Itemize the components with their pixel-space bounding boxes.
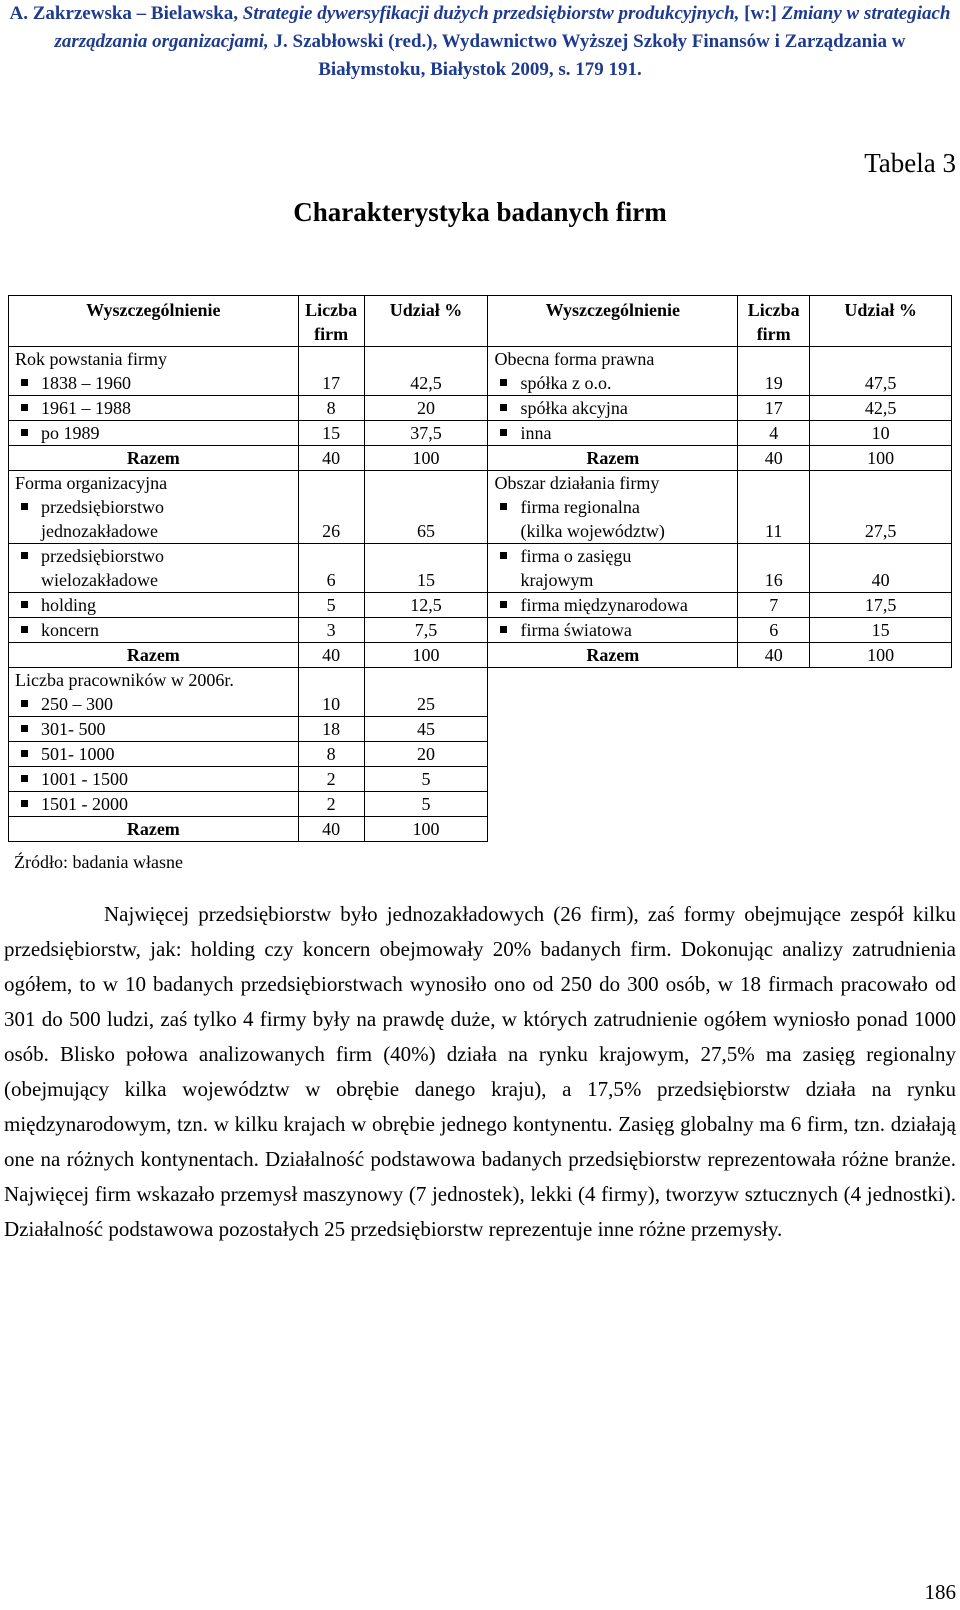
table-total-row — [9, 643, 952, 668]
citation-book-title: Zmiany w strategiach zarządzania organizacjami, — [54, 3, 951, 52]
table-row — [9, 618, 952, 643]
page-number: 186 — [924, 1580, 956, 1604]
list-item: koncern — [15, 618, 292, 642]
count-cell: 40 — [298, 643, 364, 668]
list-item: inna — [494, 421, 731, 445]
table-row — [9, 396, 952, 421]
group-cell — [9, 668, 299, 717]
table-number: Tabela 3 — [864, 148, 956, 178]
label-cell — [9, 396, 299, 421]
table-row — [9, 792, 952, 817]
list-item: spółka z o.o. — [494, 371, 731, 395]
list-item: 301- 500 — [15, 717, 292, 741]
label-cell — [9, 618, 299, 643]
group-heading: Liczba pracowników w 2006r. — [15, 670, 234, 690]
empty-cell — [488, 767, 952, 792]
total-label: Razem — [9, 446, 299, 471]
count-cell: 3 — [298, 618, 364, 643]
list-item: holding — [15, 593, 292, 617]
group-cell — [9, 471, 299, 544]
header-cell: Liczba firm — [298, 296, 364, 347]
label-cell — [488, 593, 738, 618]
share-cell: 42,5 — [364, 347, 488, 396]
table-row — [9, 593, 952, 618]
share-cell: 100 — [810, 446, 952, 471]
list-item-line: wielozakładowe — [41, 570, 158, 590]
list-item: 501- 1000 — [15, 742, 292, 766]
header-cell: Wyszczególnienie — [488, 296, 738, 347]
table-row — [9, 471, 952, 544]
group-heading: Obecna forma prawna — [494, 349, 655, 369]
share-cell: 47,5 — [810, 347, 952, 396]
group-heading: Rok powstania firmy — [15, 349, 167, 369]
list-item-line: jednozakładowe — [41, 521, 158, 541]
table-row — [9, 421, 952, 446]
count-cell: 40 — [298, 446, 364, 471]
list-item-line: krajowym — [520, 570, 594, 590]
label-cell — [488, 618, 738, 643]
table-row — [9, 767, 952, 792]
count-cell: 40 — [738, 643, 810, 668]
table-total-row — [9, 817, 952, 842]
list-item: firma międzynarodowa — [494, 593, 731, 617]
list-item: 250 – 300 — [15, 692, 292, 716]
count-cell: 19 — [738, 347, 810, 396]
label-cell — [488, 421, 738, 446]
share-cell: 20 — [364, 396, 488, 421]
share-cell: 100 — [364, 817, 488, 842]
table-title: Charakterystyka badanych firm — [293, 197, 667, 227]
empty-cell — [488, 742, 952, 767]
count-cell: 2 — [298, 792, 364, 817]
list-item: firma światowa — [494, 618, 731, 642]
list-item-line: (kilka województw) — [520, 521, 665, 541]
list-item — [15, 544, 292, 592]
list-item — [494, 544, 731, 592]
share-cell: 15 — [364, 544, 488, 593]
share-cell: 17,5 — [810, 593, 952, 618]
source-note: Źródło: badania własne — [14, 852, 183, 872]
list-item: po 1989 — [15, 421, 292, 445]
label-cell — [488, 396, 738, 421]
citation-publisher: J. Szabłowski (red.), Wydawnictwo Wyższej Szkoły Finansów i Zarządzania w Białymstoku, Białystok 2009, s. 179 191. — [268, 31, 906, 80]
list-item — [15, 495, 292, 543]
citation-authors: A. Zakrzewska – Bielawska, — [9, 3, 243, 24]
count-cell: 17 — [738, 396, 810, 421]
share-cell: 45 — [364, 717, 488, 742]
count-cell: 2 — [298, 767, 364, 792]
count-cell: 4 — [738, 421, 810, 446]
count-cell: 18 — [298, 717, 364, 742]
table-row — [9, 347, 952, 396]
share-cell: 100 — [810, 643, 952, 668]
list-item-line: firma regionalna — [520, 497, 640, 517]
table-header-row — [9, 296, 952, 347]
list-item-line: przedsiębiorstwo — [41, 546, 164, 566]
share-cell: 100 — [364, 643, 488, 668]
citation-title: Strategie dywersyfikacji dużych przedsiębiorstw produkcyjnych, — [242, 3, 740, 24]
count-cell: 17 — [298, 347, 364, 396]
share-cell: 15 — [810, 618, 952, 643]
total-label: Razem — [488, 446, 738, 471]
label-cell — [9, 421, 299, 446]
count-cell: 7 — [738, 593, 810, 618]
empty-cell — [488, 717, 952, 742]
citation-header — [0, 0, 960, 84]
list-item: 1001 - 1500 — [15, 767, 292, 791]
total-label: Razem — [488, 643, 738, 668]
table-row — [9, 668, 952, 717]
label-cell — [9, 544, 299, 593]
header-cell: Udział % — [810, 296, 952, 347]
count-cell: 8 — [298, 396, 364, 421]
count-cell: 16 — [738, 544, 810, 593]
list-item-line: przedsiębiorstwo — [41, 497, 164, 517]
share-cell: 42,5 — [810, 396, 952, 421]
header-cell: Liczba firm — [738, 296, 810, 347]
list-item: 1838 – 1960 — [15, 371, 292, 395]
label-cell — [9, 742, 299, 767]
total-label: Razem — [9, 817, 299, 842]
body-paragraph: Najwięcej przedsiębiorstw było jednozakładowych (26 firm), zaś formy obejmujące zespół kilku przedsiębiorstw, jak: holding czy koncern obejmowały 20% badanych firm. Dokonując analizy zatrudnienia ogółem, to w 10 badanych przedsiębiorstwach wynosiło ono od 250 do 300 osób, w 18 firmach pracowało od 301 do 500 ludzi, zaś tylko 4 firmy były na prawdę duże, w których zatrudnienie ogółem wyniosło ponad 1000 osób. Blisko połowa analizowanych firm (40%) działa na rynku krajowym, 27,5% ma zasięg regionalny (obejmujący kilka województw w obrębie danego kraju), a 17,5% przedsiębiorstw działa na rynku międzynarodowym, tzn. w kilku krajach w obrębie jednego kontynentu. Zasięg globalny ma 6 firm, tzn. działają one na różnych kontynentach. Działalność podstawowa badanych przedsiębiorstw reprezentowała różne branże. Najwięcej firm wskazało przemysł maszynowy (7 jednostek), lekki (4 firmy), tworzyw sztucznych (4 jednostki). Działalność podstawowa pozostałych 25 przedsiębiorstw reprezentuje inne różne przemysły. — [4, 902, 956, 1241]
count-cell: 10 — [298, 668, 364, 717]
group-cell — [488, 347, 738, 396]
empty-cell — [488, 668, 952, 717]
total-label: Razem — [9, 643, 299, 668]
share-cell: 5 — [364, 792, 488, 817]
share-cell: 20 — [364, 742, 488, 767]
count-cell: 40 — [298, 817, 364, 842]
label-cell — [9, 792, 299, 817]
group-heading: Forma organizacyjna — [15, 473, 168, 493]
label-cell — [9, 767, 299, 792]
count-cell: 15 — [298, 421, 364, 446]
header-cell: Udział % — [364, 296, 488, 347]
share-cell: 27,5 — [810, 471, 952, 544]
share-cell: 5 — [364, 767, 488, 792]
count-cell: 6 — [298, 544, 364, 593]
list-item: 1501 - 2000 — [15, 792, 292, 816]
citation-in: [w:] — [739, 3, 782, 24]
count-cell: 26 — [298, 471, 364, 544]
firm-characteristics-table — [8, 295, 952, 842]
share-cell: 37,5 — [364, 421, 488, 446]
table-row — [9, 742, 952, 767]
list-item: spółka akcyjna — [494, 396, 731, 420]
empty-cell — [488, 817, 952, 842]
label-cell — [9, 717, 299, 742]
label-cell — [9, 593, 299, 618]
list-item-line: firma o zasięgu — [520, 546, 632, 566]
count-cell: 40 — [738, 446, 810, 471]
list-item — [494, 495, 731, 543]
list-item: 1961 – 1988 — [15, 396, 292, 420]
table-row — [9, 544, 952, 593]
share-cell: 10 — [810, 421, 952, 446]
share-cell: 100 — [364, 446, 488, 471]
group-cell — [488, 471, 738, 544]
share-cell: 65 — [364, 471, 488, 544]
header-cell: Wyszczególnienie — [9, 296, 299, 347]
table-total-row — [9, 446, 952, 471]
label-cell — [488, 544, 738, 593]
group-heading: Obszar działania firmy — [494, 473, 660, 493]
group-cell — [9, 347, 299, 396]
count-cell: 8 — [298, 742, 364, 767]
share-cell: 25 — [364, 668, 488, 717]
empty-cell — [488, 792, 952, 817]
share-cell: 40 — [810, 544, 952, 593]
share-cell: 12,5 — [364, 593, 488, 618]
table-row — [9, 717, 952, 742]
count-cell: 5 — [298, 593, 364, 618]
share-cell: 7,5 — [364, 618, 488, 643]
count-cell: 6 — [738, 618, 810, 643]
count-cell: 11 — [738, 471, 810, 544]
